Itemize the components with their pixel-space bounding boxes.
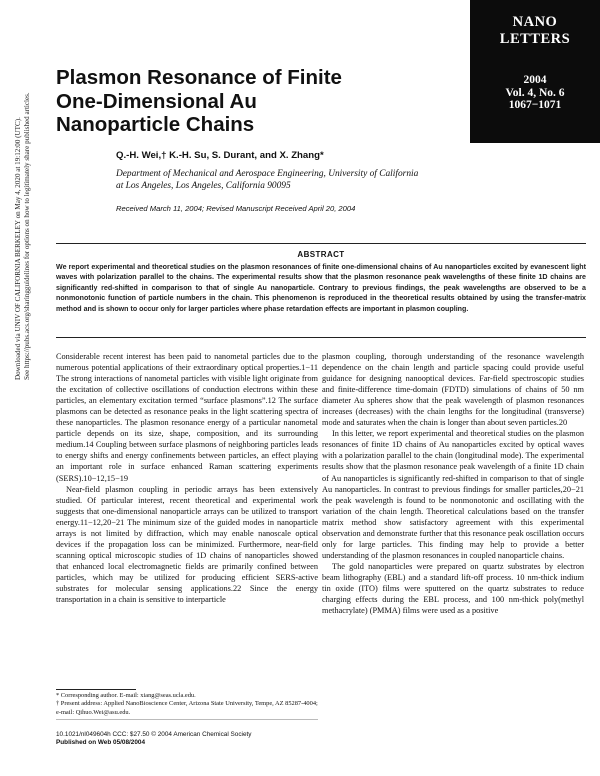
received-dates: Received March 11, 2004; Revised Manuscript Received April 20, 2004 [116,204,356,213]
doi-line: 10.1021/nl049604h CCC: $27.50 © 2004 American Chemical Society [56,731,252,738]
body-paragraph: In this letter, we report experimental and theoretical studies on the plasmon resonances of finite 1D chains of Au nanoparticles excited by optical waves with a polarization parallel to the chain (longitudinal mode). The experimental results show that the plasmon resonance peak wavelength of a finite 1D chain of Au nanoparticles is significantly red-shifted in comparison to that of single Au nanoparticles. In contrast to previous findings for smaller particles,20−21 the peak wavelength is found to be nonmonotonic and oscillating with the variation of the chain length. Theoretical calculations based on the transfer matrix method show satisfactory agreement with this experimental observation and demonstrate further that this resonance peak oscillation occurs only for large particles. This finding may help to provide a better understanding of the plasmon resonances in coupled nanoparticle chains. [322,429,584,560]
journal-year: 2004 [523,74,547,86]
download-watermark-line2: See https://pubs.acs.org/sharingguidelines for options on how to legitimately share published articles. [22,92,31,380]
journal-volume: Vol. 4, No. 6 [505,86,565,99]
abstract-text: We report experimental and theoretical studies on the plasmon resonances of finite one-dimensional chains of Au nanoparticles excited by evanescent light waves with polarization parallel to the chains. The experimental results show that the plasmon resonance peak wavelengths of these finite 1D chains are significantly red-shifted in comparison to that of single Au nanoparticle. Contrary to previous findings, the peak wavelengths are observed to be a nonmonotonic function of particle numbers in the chain. This phenomenon is reproduced in the theoretical results obtained by using the transfer-matrix method and is shown to occur only for larger particles where phase retardation effects are important in plasmon coupling. [56,263,586,313]
journal-name-line1: NANO [512,14,558,30]
published-date: Published on Web 05/08/2004 [56,739,146,747]
body-paragraph: Considerable recent interest has been paid to nanometal particles due to the numerous potential applications of their extraordinary optical properties.1−11 The strong interactions of nanometal particles with visible light originate from the excitation of collective oscillations of conduction electrons within these particles, an elementary excitation termed “surface plasmons”.12 The surface plasmons can be detected as resonance peaks in the light scattering spectra of these nanoparticles. The plasmon resonance energy of a particular nanometal particle depends on its size, shape, composition, and its surrounding medium.14 Coupling between surface plasmons of neighboring particles leads to energy shifts and energy confinements between particles, an effect playing an important role in surface enhanced Raman scattering experiments (SERS).10−12,15−19 [56,352,318,483]
body-paragraph: plasmon coupling, thorough understanding of the resonance wavelength dependence on the chain length and particle spacing could provide useful guidance for designing nanooptical devices. Far-field spectroscopic studies and finite-difference time-domain (FDTD) simulations of chains of 50 nm diameter Au spheres show that the peak wavelength of plasmon resonances increases (decreases) with the chain lengths for the longitudinal (transverse) mode and saturates when the chain is longer than about seven particles.20 [322,352,584,428]
body-paragraph: Near-field plasmon coupling in periodic arrays has been extensively studied. Of particular interest, recent theoretical and experimental work suggests that one-dimensional nanoparticle arrays can be utilized to transport energy.11−12,20−21 The minimum size of the guided modes in nanoparticle arrays is not limited by diffraction, which may enable nanoscale optical devices if the propagation loss can be minimized. Furthermore, near-field scanning optical microscopic studies of 1D chains of nanoparticles showed that enhanced local electromagnetic fields are primarily confined between particles, which may be utilized for producing efficient SERS-active substrates for molecular sensing applications.22 Since the energy transportation in a chain is sensitive to interparticle [56,484,318,605]
publication-rule [56,719,318,720]
abstract-heading: ABSTRACT [297,250,345,259]
affiliation [116,168,496,192]
footnote-present-address: † Present address: Applied NanoBioscience Center, Arizona State University, Tempe, AZ 85287-4004; e-mail: Qihuo.Wei@asu.edu. [56,700,318,716]
affiliation-line1: Department of Mechanical and Aerospace Engineering, University of California [116,169,419,179]
journal-name-line2: LETTERS [499,31,571,47]
download-watermark [14,20,31,380]
publication-info [56,731,356,748]
download-watermark-line1: Downloaded via UNIV OF CALIFORNIA BERKELEY on May 4, 2020 at 19:12:00 (UTC). [14,117,22,380]
affiliation-line2: at Los Angeles, Los Angeles, California 90095 [116,181,291,191]
body-column-right [322,351,584,759]
body-paragraph: The gold nanoparticles were prepared on quartz substrates by electron beam lithography (EBL) and a standard lift-off process. 10 nm-thick indium tin oxide (ITO) films were sputtered on the quartz substrates to reduce charging effects during the EBL process, and 100 nm-thick poly(methyl methacrylate) (PMMA) films were used as a positive [322,561,584,616]
footnotes [56,692,318,717]
journal-pages: 1067−1071 [508,99,562,111]
footnote-rule [56,689,136,690]
footnote-corresponding: * Corresponding author. E-mail: xiang@seas.ucla.edu. [56,692,196,699]
body-column-left [56,351,318,744]
article-title: Plasmon Resonance of Finite One-Dimensional Au Nanoparticle Chains [56,66,342,136]
abstract-bottom-rule [56,337,586,338]
journal-badge [470,0,600,143]
abstract-top-rule [56,243,586,244]
author-list: Q.-H. Wei,† K.-H. Su, S. Durant, and X. Zhang* [116,150,324,161]
